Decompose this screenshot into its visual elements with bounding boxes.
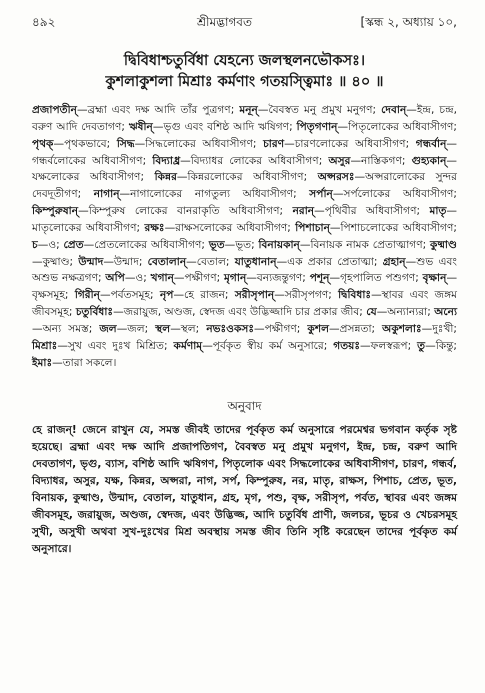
synonym-term: বেতালান্ xyxy=(147,255,187,268)
synonym-term: কুষ্মাণ্ড xyxy=(430,238,457,251)
translation-text: হে রাজন্! জেনে রাখুন যে, সমস্ত জীবই তাদের পূর্বকৃত কর্ম অনুসারে পরমেশ্বর ভগবান কর্তৃক সৃষ্ট হয়েছে। ব্রহ্মা এবং দক্ষ আদি প্রজাপতিগণ, বৈবস্বত মনু প্রমুখ মনুগণ, ইন্দ্র, চন্দ্র, বরুণ আদি দেবতাগণ, ভৃগু, ব্যাস, বশিষ্ঠ আদি ঋষিগণ, পিতৃলোক এবং সিদ্ধলোকের অধিবাসীগণ, চারণ, গন্ধর্ব, বিদ্যাধর, অসুর, যক্ষ, কিন্নর, অপ্সরা, নাগ, সর্প, কিম্পুরুষ, নর, মাতৃ, রাক্ষস, পিশাচ, প্রেত, ভূত, বিনায়ক, কুষ্মাণ্ড, উন্মাদ, বেতাল, যাতুধান, গ্রহ, মৃগ, পশু, বৃক্ষ, সরীসৃপ, পর্বত, স্থাবর এবং জঙ্গম জীবসমূহ, জরায়ুজ, অণ্ডজ, স্বেদজ, এবং উদ্ভিজ্জ, আদি চতুর্বিধ প্রাণী, জলচর, ভূচর ও খেচরসমূহ সুখী, অসুখী অথবা সুখ-দুঃখের মিশ্র অবস্থায় সমস্ত জীব তিনি সৃষ্টি করেছেন তাদের পূর্বকৃত কর্ম অনুসারে। xyxy=(32,423,457,555)
synonym-term: গতয়ঃ xyxy=(333,339,361,352)
synonym-term: কিম্পুরুষান্ xyxy=(32,205,79,218)
synonym-meaning: —সিদ্ধলোকের অধিবাসীগণ; xyxy=(134,137,264,150)
synonym-meaning: —অন্যান্যরা; xyxy=(376,306,435,319)
synonym-term: মৃগান্ xyxy=(224,272,247,285)
synonym-term: কুশল xyxy=(307,322,329,335)
synonym-meaning: —বন্যজন্তুগণ; xyxy=(246,272,310,285)
synonym-meaning: —মাতৃলোকের অধিবাসীগণ; xyxy=(32,205,457,234)
verse-line-2: কুশলাকুশলা মিশ্রাঃ কর্মণাং গতয়স্ত্বিমাঃ ॥ ৪০ ॥ xyxy=(105,73,384,90)
synonym-meaning: —কিন্তু; xyxy=(425,339,458,352)
synonym-term: চারণ xyxy=(263,137,285,150)
synonym-term: সর্পান্ xyxy=(309,188,333,201)
synonym-term: কর্মণাম্ xyxy=(173,339,203,352)
synonym-meaning: —বেতাল; xyxy=(186,255,235,268)
synonym-meaning: —রাক্ষসলোকের অধিবাসীগণ; xyxy=(164,221,296,234)
synonym-term: অসুর xyxy=(328,154,351,167)
synonym-meaning: —স্থাবর এবং জঙ্গম জীবসমূহ; xyxy=(32,289,457,319)
synonym-meaning: —পৃথকভাবে; xyxy=(53,137,117,150)
sanskrit-verse xyxy=(32,50,457,92)
synonym-term: প্রজাপতীন্ xyxy=(32,104,77,116)
synonym-term: তু xyxy=(417,339,426,352)
synonym-meaning: —পর্বতসমূহ; xyxy=(99,289,160,302)
synonym-meaning: —বিনায়ক নামক প্রেতাত্মাগণ; xyxy=(299,238,431,251)
synonym-meaning: —নাস্তিকগণ; xyxy=(350,154,412,167)
synonym-meaning: —গৃহপালিত পশুগণ; xyxy=(329,272,423,285)
synonym-meaning: —কিন্নরলোকের অধিবাসীগণ; xyxy=(176,171,318,184)
synonym-term: পশূন্ xyxy=(309,272,330,285)
page-number: ৪৯২ xyxy=(32,15,56,29)
synonym-term: পিতৃগণান্ xyxy=(296,120,338,133)
synonym-meaning: —স্থল; xyxy=(170,322,207,335)
synonym-term: নরান্ xyxy=(292,205,315,218)
synonym-term: মনূন্ xyxy=(239,104,258,116)
synonym-term: বিনায়কান্ xyxy=(258,238,300,251)
synonym-meaning: —সর্পলোকের অধিবাসীগণ; xyxy=(332,188,458,201)
synonym-term: মিশ্রাঃ xyxy=(32,339,58,352)
synonym-term: ভূত xyxy=(208,238,225,251)
synonym-term: যে xyxy=(366,306,377,319)
synonym-meaning: —গন্ধর্বলোকের অধিবাসীগণ; xyxy=(32,137,457,167)
synonym-term: স্থল xyxy=(155,322,171,335)
synonym-meaning: —নাগালোকের নাগতুল্য অধিবাসীগণ; xyxy=(119,188,310,201)
synonym-term: চতুর্বিধাঃ xyxy=(75,306,114,319)
translation-heading: অনুবাদ xyxy=(227,398,262,413)
synonym-term: গন্ধর্বান্ xyxy=(415,137,447,150)
synonym-term: রক্ষঃ xyxy=(144,221,165,234)
synonym-meaning: —ও; xyxy=(37,238,64,251)
synonym-meaning: —জল; xyxy=(116,322,156,335)
synonym-meaning: —পিশাচলোকের অধিবাসীগণ; xyxy=(329,221,457,234)
synonym-term: ইমাঃ xyxy=(32,356,53,369)
synonym-meaning: —পূর্বকৃত স্বীয় কর্ম অনুসারে; xyxy=(202,339,334,352)
verse-line-1: দ্বিবিধাশ্চতুর্বিধা যেহন্যে জলস্থলনভৌকসঃ। xyxy=(123,52,366,69)
synonym-meaning: —দুঃখী; xyxy=(421,322,458,335)
synonym-term: নৃপ xyxy=(159,289,174,302)
synonym-meaning: —উন্মাদ; xyxy=(103,255,148,268)
synonym-term: অপি xyxy=(105,272,125,285)
synonym-term: দেবান্ xyxy=(381,104,407,116)
synonym-term: পৃথক্ xyxy=(32,137,54,150)
synonym-meaning: —সুখ এবং দুঃখ মিশ্রিত; xyxy=(57,339,174,352)
chapter-reference: [স্কন্ধ ২, অধ্যায় ১০, xyxy=(360,15,457,29)
synonym-term: নাগান্ xyxy=(93,188,120,201)
synonym-meaning: —কিম্পুরুষ লোকের বানরাকৃতি অধিবাসীগণ; xyxy=(78,205,293,218)
synonym-meaning: —ফলস্বরূপ; xyxy=(360,339,418,352)
synonym-meaning: —ভূত; xyxy=(224,238,259,251)
word-for-word-synonyms xyxy=(32,102,457,372)
synonym-term: কিন্নর xyxy=(154,171,177,184)
synonym-term: গ্রহান্ xyxy=(382,255,406,268)
synonym-meaning: —ভৃগু এবং বশিষ্ঠ আদি ঋষিগণ; xyxy=(152,120,297,133)
synonym-term: সরীসৃপান্ xyxy=(234,289,275,302)
book-title: শ্রীমদ্ভাগবত xyxy=(196,15,252,29)
synonym-meaning: —যক্ষলোকের অধিবাসীগণ; xyxy=(32,154,458,184)
synonym-term: জল xyxy=(99,322,117,335)
synonym-meaning: —প্রেতলোকের অধিবাসীগণ; xyxy=(83,238,209,251)
synonym-term: গুহ্যকান্ xyxy=(411,154,447,167)
synonym-term: মাতৃ xyxy=(429,205,447,218)
synonym-meaning: —বৈবস্বত মনু প্রমুখ মনুগণ; xyxy=(257,104,382,116)
synonym-term: খগান্ xyxy=(150,272,174,285)
synonym-meaning: —বৃক্ষসমূহ; xyxy=(32,272,458,302)
synonym-meaning: —প্রসন্নতা; xyxy=(328,322,383,335)
synonym-meaning: —সরীসৃপগণ; xyxy=(274,289,339,302)
synonym-meaning: —চারণলোকের অধিবাসীগণ; xyxy=(284,137,416,150)
synonym-term: বিদ্যাধ্র xyxy=(152,154,181,167)
page-header xyxy=(32,14,457,34)
synonym-meaning: —পক্ষীগণ; xyxy=(254,322,308,335)
synonym-meaning: —অপ্সরালোকের সুন্দর দেবদূতীগণ; xyxy=(32,171,457,201)
synonym-term: দ্বিবিধাঃ xyxy=(338,289,372,302)
synonym-meaning: —এক প্রকার প্রেতাত্মা; xyxy=(276,255,383,268)
synonym-term: ঋষীন্ xyxy=(128,120,153,133)
synonym-term: সিদ্ধ xyxy=(116,137,135,150)
synonym-meaning: —পিতৃলোকের অধিবাসীগণ; xyxy=(337,120,457,133)
synonym-meaning: —ইন্দ্র, চন্দ্র, বরুণ আদি দেবতাগণ; xyxy=(32,104,458,133)
synonym-meaning: —অন্য সমস্ত; xyxy=(32,322,100,335)
synonym-meaning: —বিদ্যাধর লোকের অধিবাসীগণ; xyxy=(180,154,329,167)
synonym-meaning: —ব্রহ্মা এবং দক্ষ আদি তাঁর পুত্রগণ; xyxy=(76,104,240,116)
synonym-term: বৃক্ষান্ xyxy=(422,272,447,285)
synonym-term: গিরীন্ xyxy=(74,289,100,302)
synonym-term: চ xyxy=(32,238,38,251)
synonym-meaning: —জরায়ুজ, অণ্ডজ, স্বেদজ এবং উদ্ভিজ্জাদি চার প্রকার জীব; xyxy=(113,306,367,319)
synonym-term: প্রেত xyxy=(63,238,84,251)
synonym-meaning: —কুষ্মাণ্ড; xyxy=(32,255,79,268)
synonym-meaning: —ও; xyxy=(124,272,151,285)
synonym-meaning: —হে রাজন; xyxy=(173,289,235,302)
synonym-meaning: —তারা সকলে। xyxy=(52,356,117,369)
synonym-term: অন্যে xyxy=(434,306,458,319)
synonym-term: অকুশলাঃ xyxy=(382,322,422,335)
synonym-term: অপ্সরসঃ xyxy=(317,171,355,184)
synonym-term: যাতুধানান্ xyxy=(234,255,277,268)
synonym-meaning: —শুভ এবং অশুভ নক্ষত্রগণ; xyxy=(32,255,457,285)
synonym-meaning: —পক্ষীগণ; xyxy=(173,272,225,285)
synonym-term: উন্মাদ xyxy=(78,255,104,268)
synonym-meaning: —পৃথিবীর অধিবাসীগণ; xyxy=(314,205,430,218)
synonym-term: পিশাচান্ xyxy=(295,221,330,234)
synonym-term: নভঃওকসঃ xyxy=(206,322,255,335)
